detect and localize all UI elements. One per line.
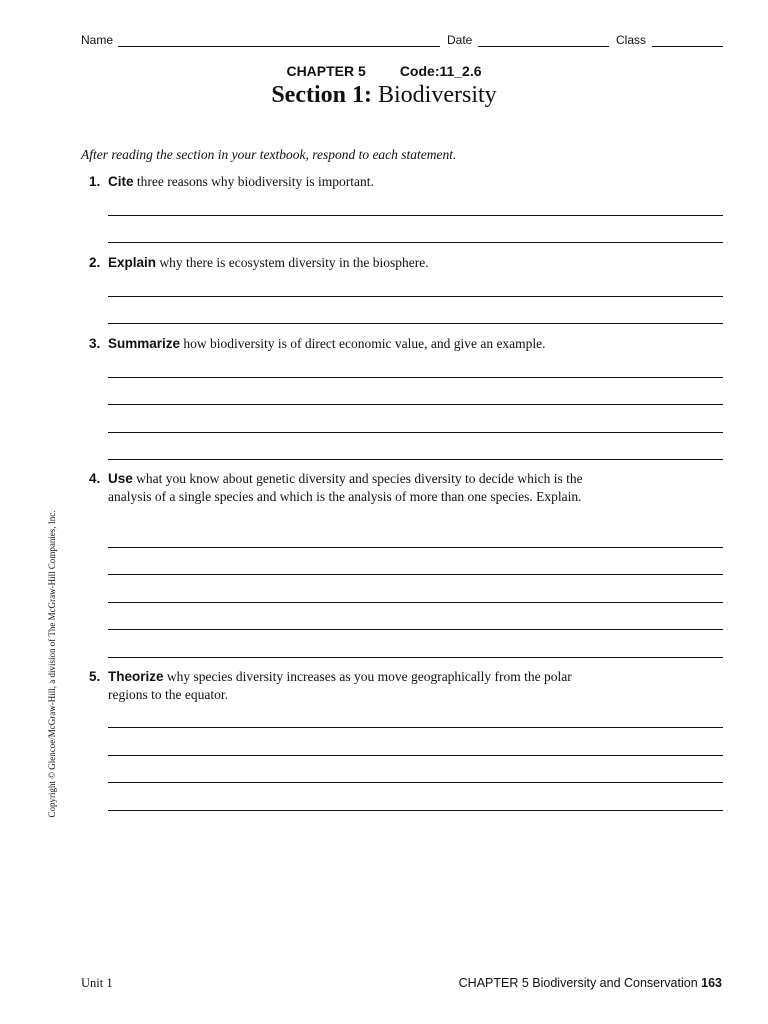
question-text (108, 254, 608, 272)
instructions: After reading the section in your textbook, respond to each statement. (81, 147, 457, 162)
question-number: 2. (89, 255, 101, 270)
question-verb: Cite (108, 174, 134, 189)
answer-line[interactable] (108, 242, 723, 243)
answer-line[interactable] (108, 782, 723, 783)
name-field[interactable] (118, 46, 440, 47)
code-label: Code:11_2.6 (399, 63, 482, 79)
chapter-label: CHAPTER 5 (286, 63, 366, 79)
date-field[interactable] (478, 46, 609, 47)
answer-line[interactable] (108, 810, 723, 811)
chapter-heading (0, 63, 768, 79)
class-field[interactable] (652, 46, 723, 47)
answer-line[interactable] (108, 727, 723, 728)
footer-unit: Unit 1 (81, 976, 113, 990)
copyright-text: Copyright © Glencoe/McGraw-Hill, a division of The McGraw-Hill Companies, Inc. (47, 510, 57, 818)
question-number: 3. (89, 336, 101, 351)
answer-line[interactable] (108, 296, 723, 297)
question-verb: Use (108, 471, 133, 486)
answer-line[interactable] (108, 629, 723, 630)
answer-line[interactable] (108, 602, 723, 603)
answer-line[interactable] (108, 404, 723, 405)
answer-line[interactable] (108, 755, 723, 756)
question-verb: Explain (108, 255, 157, 270)
section-prefix: Section 1: (271, 82, 372, 108)
date-label: Date (447, 33, 473, 47)
name-label: Name (81, 33, 114, 47)
question-body: how biodiversity is of direct economic value, and give an example. (180, 336, 546, 351)
question-text (108, 335, 608, 353)
question-number: 5. (89, 669, 101, 684)
answer-line[interactable] (108, 657, 723, 658)
answer-line[interactable] (108, 574, 723, 575)
footer-chapter (459, 976, 722, 990)
answer-line[interactable] (108, 432, 723, 433)
answer-line[interactable] (108, 323, 723, 324)
question-number: 4. (89, 471, 101, 486)
question-number: 1. (89, 174, 101, 189)
answer-line[interactable] (108, 377, 723, 378)
class-label: Class (616, 33, 647, 47)
question-body: what you know about genetic diversity and species diversity to decide which is the analysis of a single species and which is the analysis of more than one species. Explain. (108, 471, 583, 504)
question-body: why species diversity increases as you move geographically from the polar regions to the equator. (108, 669, 572, 702)
footer-chapter-title: CHAPTER 5 Biodiversity and Conservation (458, 976, 698, 990)
question-body: three reasons why biodiversity is important. (133, 174, 374, 189)
page-title (0, 82, 768, 109)
answer-line[interactable] (108, 459, 723, 460)
section-title: Biodiversity (377, 82, 497, 108)
answer-line[interactable] (108, 215, 723, 216)
answer-line[interactable] (108, 547, 723, 548)
page-number: 163 (701, 976, 722, 990)
question-body: why there is ecosystem diversity in the biosphere. (156, 255, 429, 270)
question-text (108, 668, 608, 704)
question-verb: Summarize (108, 336, 181, 351)
question-text (108, 173, 608, 191)
question-text (108, 470, 588, 506)
question-verb: Theorize (108, 669, 164, 684)
